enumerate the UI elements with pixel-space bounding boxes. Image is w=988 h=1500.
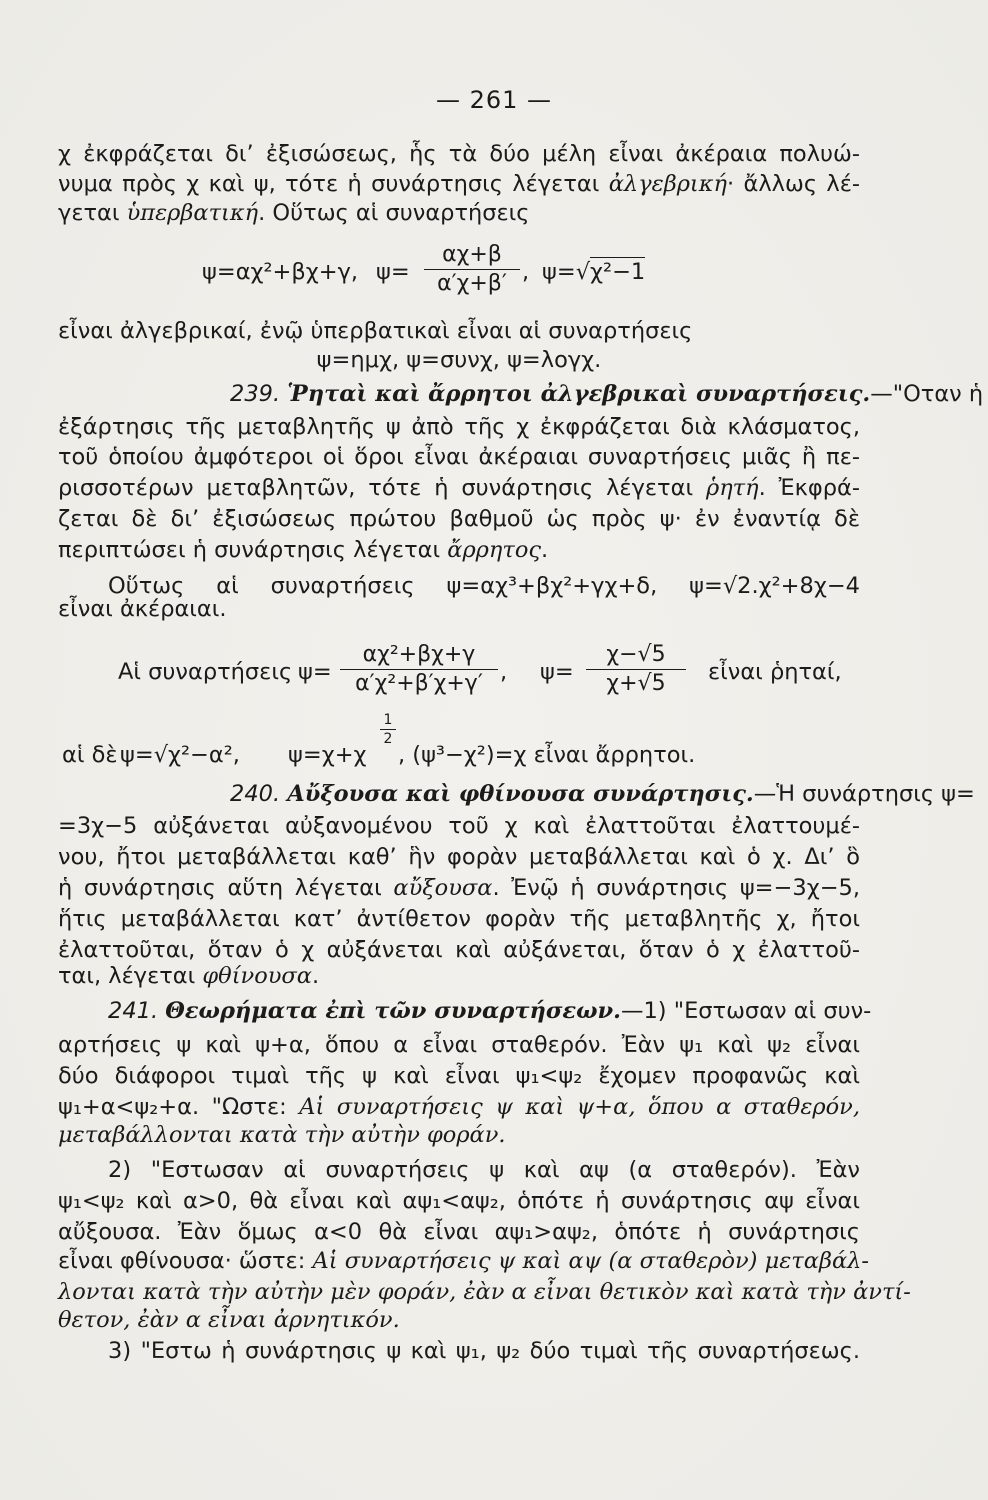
text-line: γεται ὑπερβατική. Οὕτως αἱ συναρτήσεις bbox=[58, 200, 530, 226]
text-line: ρισσοτέρων μεταβλητῶν, τότε ἡ συνάρτησις λέγεται ῥητή. Ἐκφρά- bbox=[58, 475, 860, 501]
text-line: εἶναι ἀκέραιαι. bbox=[58, 596, 227, 622]
text-line: ἡ συνάρτησις αὕτη λέγεται αὔξουσα. Ἐνῷ ἡ συνάρτησις ψ=−3χ−5, bbox=[58, 875, 861, 901]
text-line: ἐξάρτησις τῆς μεταβλητῆς ψ ἀπὸ τῆς χ ἐκφράζεται διὰ κλάσματος, bbox=[58, 414, 860, 440]
text-line: εἶναι φθίνουσα· ὥστε: Αἱ συναρτήσεις ψ καὶ αψ (α σταθερὸν) μεταβάλ- bbox=[58, 1248, 870, 1274]
text-line: ἐλαττοῦται, ὅταν ὁ χ αὐξάνεται καὶ αὐξάνεται, ὅταν ὁ χ ἐλαττοῦ- bbox=[58, 937, 860, 963]
text-line: νου, ἤτοι μεταβάλλεται καθ’ ἣν φορὰν μεταβάλλεται καὶ ὁ χ. Δι’ ὃ bbox=[58, 844, 860, 870]
text-line: τοῦ ὁποίου ἀμφότεροι οἱ ὅροι εἶναι ἀκέραιαι συναρτήσεις μιᾶς ἢ πε- bbox=[58, 444, 860, 470]
text-line: ψ₁+α<ψ₂+α. "Ωστε: Αἱ συναρτήσεις ψ καὶ ψ+α, ὅπου α σταθερόν, bbox=[58, 1094, 860, 1120]
text-line: χ ἐκφράζεται δι’ ἐξισώσεως, ἧς τὰ δύο μέλη εἶναι ἀκέραια πολυώ- bbox=[58, 141, 860, 167]
text-line: εἶναι ἀλγεβρικαί, ἐνῷ ὑπερβατικαὶ εἶναι αἱ συναρτήσεις bbox=[58, 318, 693, 344]
section-heading-241: 241. Θεωρήματα ἐπὶ τῶν συναρτήσεων.—1) "Εστωσαν αἱ συν- bbox=[108, 998, 872, 1024]
text-line: δύο διάφοροι τιμαὶ τῆς ψ καὶ εἶναι ψ₁<ψ₂ ἔχομεν προφανῶς καὶ bbox=[58, 1063, 860, 1089]
text-line: =3χ−5 αὐξάνεται αὐξανομένου τοῦ χ καὶ ἐλαττοῦται ἐλαττουμέ- bbox=[58, 813, 860, 839]
text-line: 2) "Εστωσαν αἱ συναρτήσεις ψ καὶ αψ (α σταθερόν). Ἐὰν bbox=[108, 1157, 860, 1183]
page-number: — 261 — bbox=[435, 86, 553, 114]
term-transcendental: ὑπερβατική bbox=[126, 200, 259, 226]
text-line: Οὕτως αἱ συναρτήσεις ψ=αχ³+βχ²+γχ+δ, ψ=√2.χ²+8χ−4 bbox=[108, 573, 860, 599]
text-line: ψ₁<ψ₂ καὶ α>0, θὰ εἶναι καὶ αψ₁<αψ₂, ὁπότε ἡ συνάρτησις αψ εἶναι bbox=[58, 1188, 860, 1214]
text-line: περιπτώσει ἡ συνάρτησις λέγεται ἄρρητος. bbox=[58, 537, 549, 563]
exponent-fraction: $\frac{1}{2}$ bbox=[380, 712, 396, 747]
section-heading-239: 239. Ῥηταὶ καὶ ἄρρητοι ἀλγεβρικαὶ συναρτήσεις.—"Οταν ἡ bbox=[230, 381, 984, 407]
text-line: ζεται δὲ δι’ ἐξισώσεως πρώτου βαθμοῦ ὡς πρὸς ψ· ἐν ἐναντίᾳ δὲ bbox=[58, 506, 860, 532]
text-line: αὔξουσα. Ἐὰν ὅμως α<0 θὰ εἶναι αψ₁>αψ₂, ὁπότε ἡ συνάρτησις bbox=[58, 1219, 860, 1245]
square-root: χ²−1 bbox=[590, 259, 646, 285]
text-line: ται, λέγεται φθίνουσα. bbox=[58, 963, 320, 989]
term-algebraic: ἀλγεβρική bbox=[608, 171, 727, 197]
section-heading-240: 240. Αὔξουσα καὶ φθίνουσα συνάρτησις.—Ἡ συνάρτησις ψ= bbox=[230, 781, 975, 807]
text-line: 3) "Εστω ἡ συνάρτησις ψ καὶ ψ₁, ψ₂ δύο τιμαὶ τῆς συναρτήσεως. bbox=[108, 1338, 860, 1364]
equation-line: ψ=ημχ, ψ=συνχ, ψ=λογχ. bbox=[316, 347, 602, 373]
text-line: μεταβάλλονται κατὰ τὴν αὐτὴν φοράν. bbox=[58, 1122, 506, 1148]
text-line: ἥτις μεταβάλλεται κατ’ ἀντίθετον φορὰν τῆς μεταβλητῆς χ, ἤτοι bbox=[58, 906, 860, 932]
text-line: λονται κατὰ τὴν αὐτὴν μὲν φοράν, ἐὰν α εἶναι θετικὸν καὶ κατὰ τὴν ἀντί- bbox=[58, 1279, 911, 1305]
text-line: νυμα πρὸς χ καὶ ψ, τότε ἡ συνάρτησις λέγεται ἀλγεβρική· ἄλλως λέ- bbox=[58, 171, 861, 197]
text-line: θετον, ἐὰν α εἶναι ἀρνητικόν. bbox=[58, 1307, 400, 1333]
fraction: $\frac{\chi-√5}{\chi+√5}$ bbox=[586, 642, 686, 697]
fraction: $\frac{\text{αχ²+βχ+γ}}{\text{α′χ²+β′χ+γ′}}$ bbox=[340, 642, 498, 697]
book-page: — 261 — χ ἐκφράζεται δι’ ἐξισώσεως, ἧς τὰ δύο μέλη εἶναι ἀκέραια πολυώ- νυμα πρὸς χ καὶ ψ, τότε ἡ συνάρτησις λέγεται ἀλγεβρική· ἄλλως λέ- γεται ὑπερβατική. Οὕτως αἱ συναρτήσεις ψ=αχ²+βχ+γ, ψ= $\frac{\alpha\chi+\beta}{\alpha'\chi+\beta'}$ , ψ=√χ²−1 εἶναι ἀλγεβρικαί, ἐνῷ ὑπερβατικαὶ εἶναι αἱ συναρτήσεις ψ=ημχ, ψ=συνχ, ψ=λογχ. 239. Ῥηταὶ καὶ ἄρρητοι ἀλγεβρικαὶ συναρτήσεις.—"Οταν ἡ ἐξάρτησις τῆς μεταβλητῆς ψ ἀπὸ τῆς χ ἐκφράζεται διὰ κλάσματος, τοῦ ὁποίου ἀμφότεροι οἱ ὅροι εἶναι ἀκέραιαι συναρτήσεις μιᾶς ἢ πε- ρισσοτέρων μεταβλητῶν, τότε ἡ συνάρτησις λέγεται ῥητή. Ἐκφρά- ζεται δὲ δι’ ἐξισώσεως πρώτου βαθμοῦ ὡς πρὸς ψ· ἐν ἐναντίᾳ δὲ περιπτώσει ἡ συνάρτησις λέγεται ἄρρητος. Οὕτως αἱ συναρτήσεις ψ=αχ³+βχ²+γχ+δ, ψ=√2.χ²+8χ−4 εἶναι ἀκέραιαι. Αἱ συναρτήσεις ψ= $\frac{\text{αχ²+βχ+γ}}{\text{α′χ²+β′χ+γ′}}$ , ψ= $\frac{\chi-√5}{\chi+√5}$ εἶναι ῥηταί, αἱ δὲ ψ=√χ²−α², ψ=χ+χ $\frac{1}{2}$ , (ψ³−χ²)=χ εἶναι ἄρρητοι. 240. Αὔξουσα καὶ φθίνουσα συνάρτησις.—Ἡ συνάρτησις ψ= =3χ−5 αὐξάνεται αὐξανομένου τοῦ χ καὶ ἐλαττοῦται ἐλαττουμέ- νου, ἤτοι μεταβάλλεται καθ’ ἣν φορὰν μεταβάλλεται καὶ ὁ χ. Δι’ ὃ ἡ συνάρτησις αὕτη λέγεται αὔξουσα. Ἐνῷ ἡ συνάρτησις ψ=−3χ−5, ἥτις μεταβάλλεται κατ’ ἀντίθετον φορὰν τῆς μεταβλητῆς χ, ἤτοι ἐλαττοῦται, ὅταν ὁ χ αὐξάνεται καὶ αὐξάνεται, ὅταν ὁ χ ἐλαττοῦ- ται, λέγεται φθίνουσα. 241. Θεωρήματα ἐπὶ τῶν συναρτήσεων.—1) "Εστωσαν αἱ συν- αρτήσεις ψ καὶ ψ+α, ὅπου α εἶναι σταθερόν. Ἐὰν ψ₁ καὶ ψ₂ εἶναι δύο διάφοροι τιμαὶ τῆς ψ καὶ εἶναι ψ₁<ψ₂ ἔχομεν προφανῶς καὶ ψ₁+α<ψ₂+α. "Ωστε: Αἱ συναρτήσεις ψ καὶ ψ+α, ὅπου α σταθερόν, μεταβάλλονται κατὰ τὴν αὐτὴν φοράν. 2) "Εστωσαν αἱ συναρτήσεις ψ καὶ αψ (α σταθερόν). Ἐὰν ψ₁<ψ₂ καὶ α>0, θὰ εἶναι καὶ αψ₁<αψ₂, ὁπότε ἡ συνάρτησις αψ εἶναι αὔξουσα. Ἐὰν ὅμως α<0 θὰ εἶναι αψ₁>αψ₂, ὁπότε ἡ συνάρτησις εἶναι φθίνουσα· ὥστε: Αἱ συναρτήσεις ψ καὶ αψ (α σταθερὸν) μεταβάλ- λονται κατὰ τὴν αὐτὴν μὲν φοράν, ἐὰν α εἶναι θετικὸν καὶ κατὰ τὴν ἀντί- θετον, ἐὰν α εἶναι ἀρνητικόν. 3) "Εστω ἡ συνάρτησις ψ καὶ ψ₁, ψ₂ δύο τιμαὶ τῆς συναρτήσεως. bbox=[0, 0, 988, 1500]
fraction: $\frac{\alpha\chi+\beta}{\alpha'\chi+\beta'}$ bbox=[424, 242, 520, 297]
text-line: αρτήσεις ψ καὶ ψ+α, ὅπου α εἶναι σταθερόν. Ἐὰν ψ₁ καὶ ψ₂ εἶναι bbox=[58, 1032, 860, 1058]
